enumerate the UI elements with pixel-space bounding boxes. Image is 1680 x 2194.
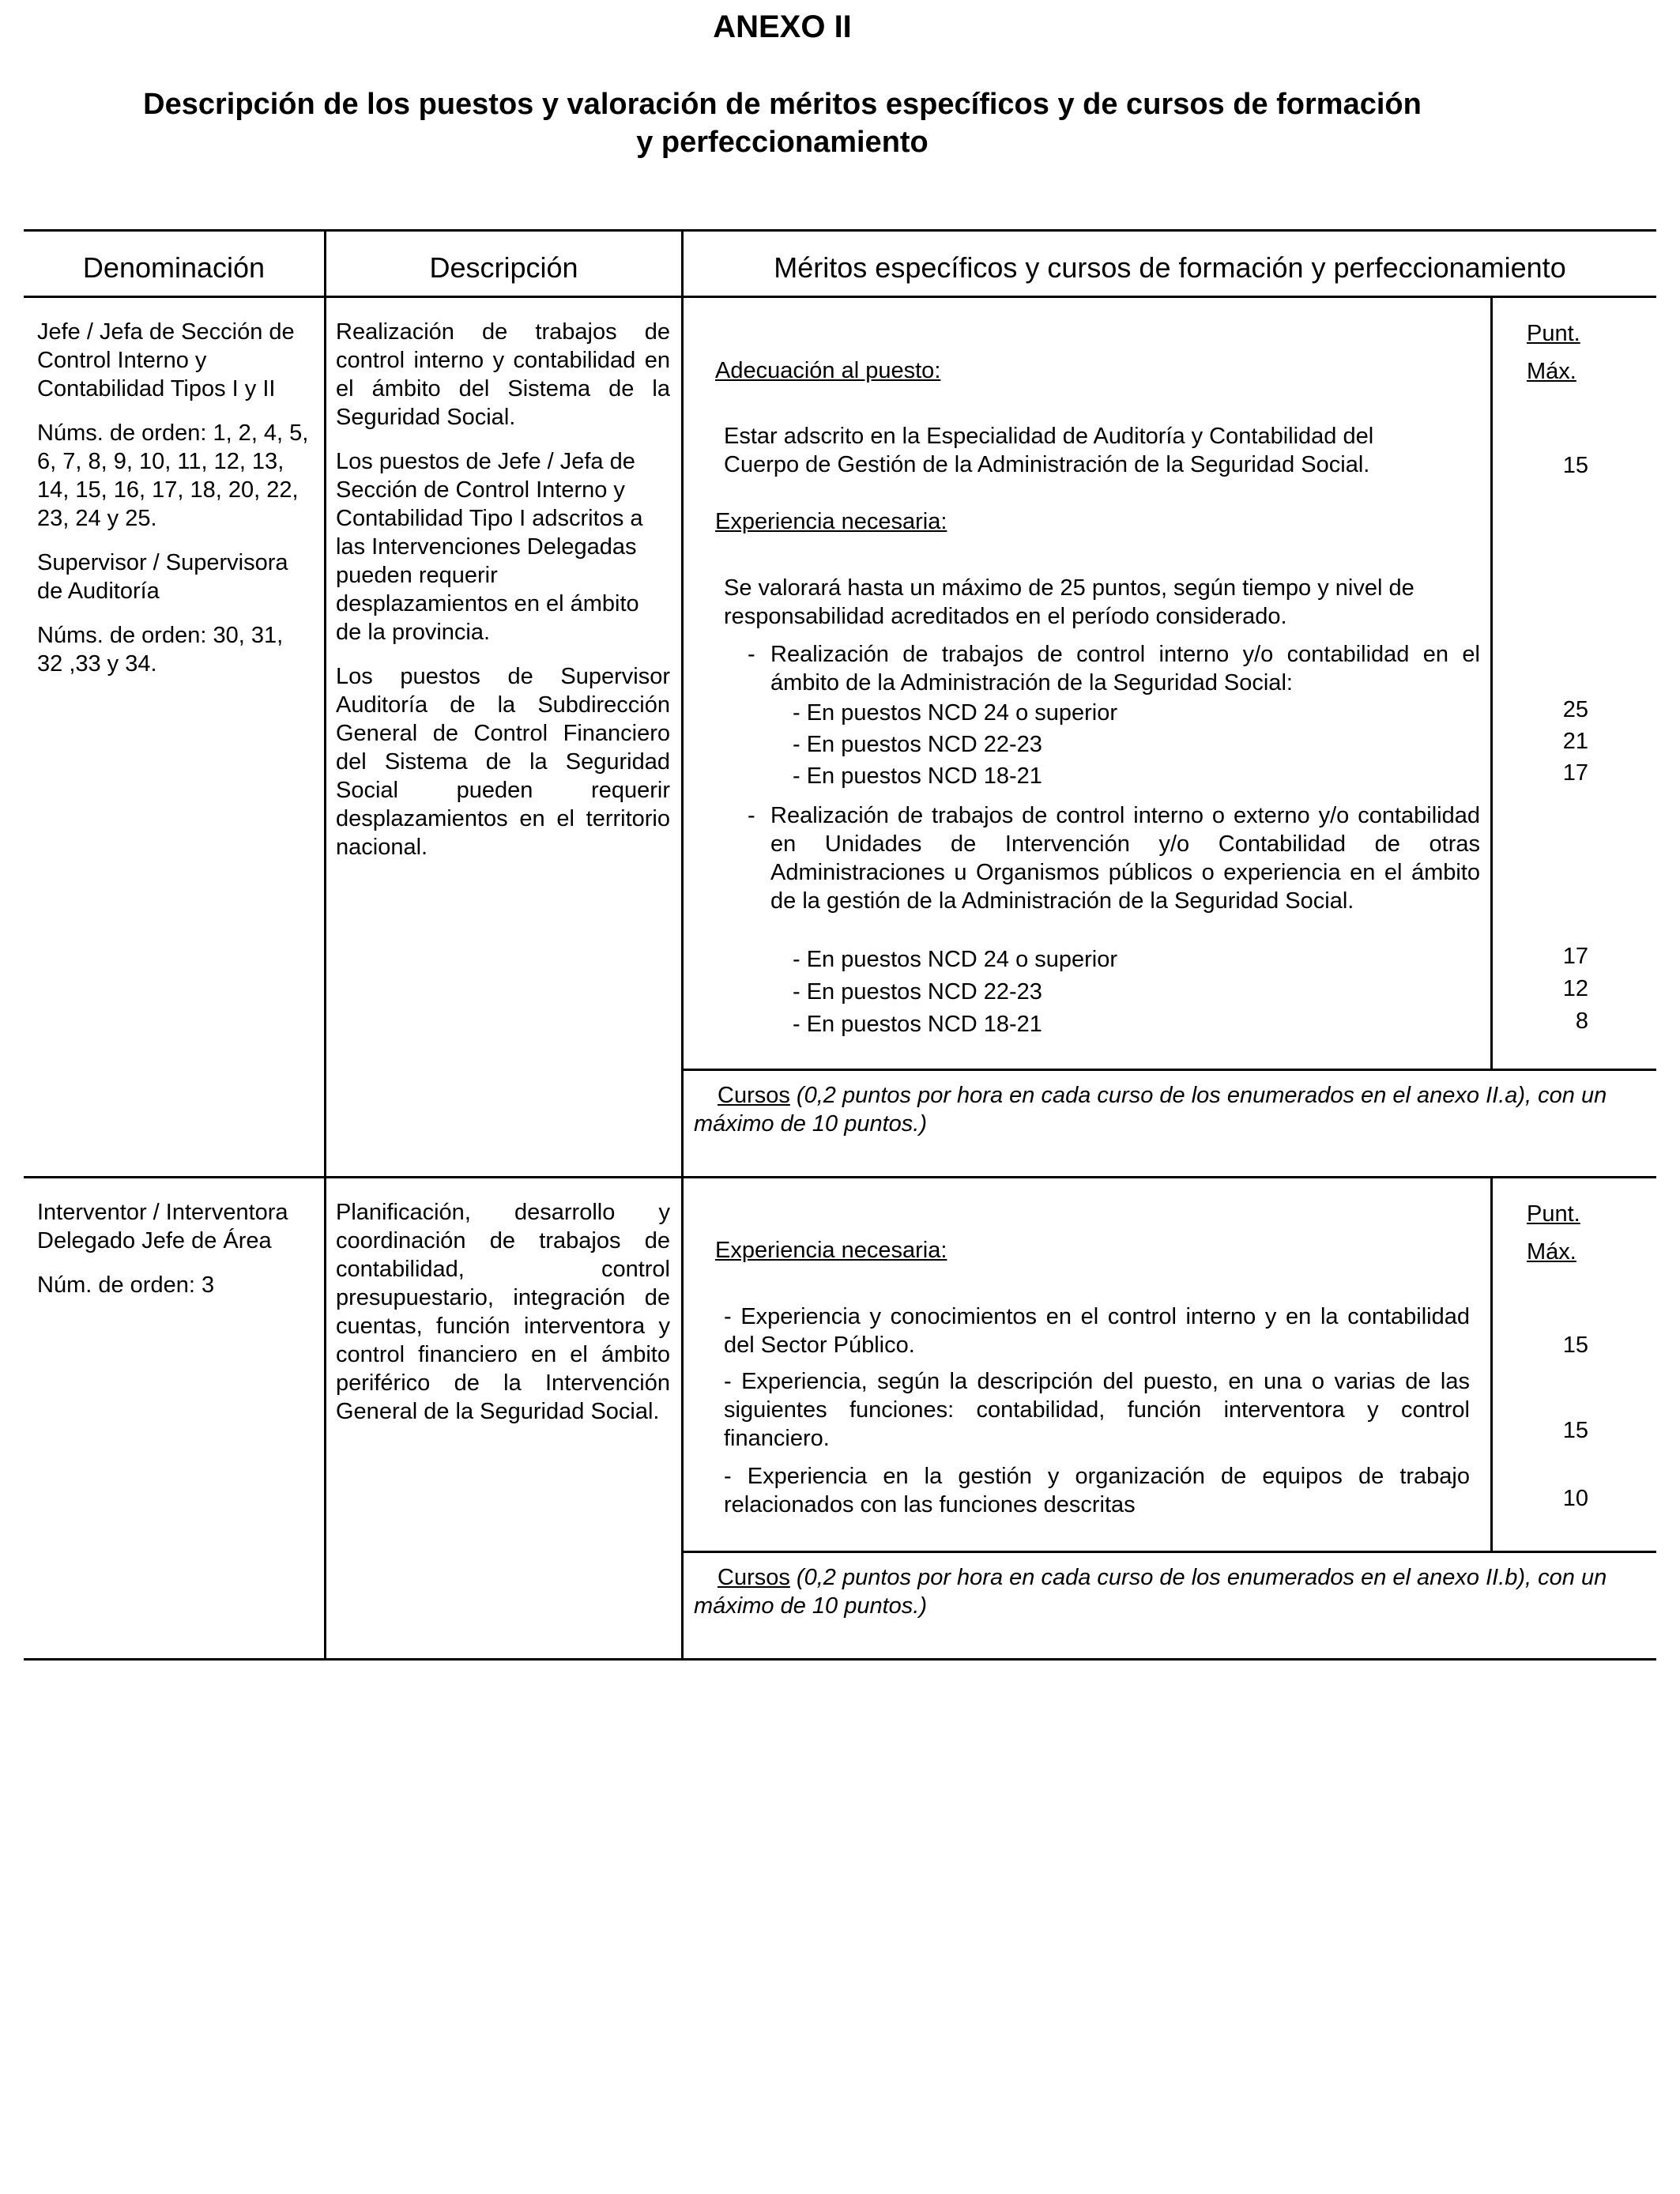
header-meritos: Méritos específicos y cursos de formación y perfeccionamiento — [774, 251, 1566, 284]
row2-cursos-label: Cursos — [718, 1565, 790, 1590]
row1-position-title: Jefe / Jefa de Sección de Control Interno y Contabilidad Tipos I y II — [37, 319, 295, 401]
row1-item1-sub3: - En puestos NCD 18-21 — [793, 763, 1042, 789]
header-descripcion: Descripción — [429, 251, 578, 284]
column-divider-1 — [324, 229, 326, 1660]
row1-punt-label: Punt. — [1527, 321, 1580, 346]
row1-adecuacion-label: Adecuación al puesto: — [715, 358, 941, 383]
row1-item2-sub1: - En puestos NCD 24 o superior — [793, 947, 1118, 972]
row1-item2-text: Realización de trabajos de control interno o externo y/o contabilidad en Unidades de Intervención y/o Contabilidad de otras Administraciones u Organismos públicos o experiencia en el ámbito de la gestión de la Administración de la Seguridad Social. — [770, 803, 1480, 914]
row1-item2-dash: - — [748, 803, 755, 828]
row2-item1-text: - Experiencia y conocimientos en el control interno y en la contabilidad del Sector Público. — [724, 1304, 1470, 1358]
row2-punt-label: Punt. — [1527, 1201, 1580, 1227]
document-subtitle — [79, 85, 1486, 161]
row2-position-title: Interventor / Interventora Delegado Jefe de Área — [37, 1200, 288, 1253]
table-bottom-rule — [24, 1658, 1656, 1661]
row1-item1-sub1: - En puestos NCD 24 o superior — [793, 700, 1118, 726]
row1-desc-p3: Los puestos de Supervisor Auditoría de la Subdirección General de Control Financiero del Sistema de la Seguridad Social pueden requerir desplazamientos en el territorio nacional. — [336, 664, 670, 860]
row1-descripcion — [336, 318, 670, 877]
row1-experiencia-intro: Se valorará hasta un máximo de 25 puntos, según tiempo y nivel de responsabilidad acreditados en el período considerado. — [724, 575, 1414, 629]
row1-item1-sub2: - En puestos NCD 22-23 — [793, 732, 1042, 757]
row1-position-title-2: Supervisor / Supervisora de Auditoría — [37, 550, 288, 604]
column-divider-2 — [681, 229, 684, 1660]
header-bottom-rule — [24, 296, 1656, 298]
subtitle-line-1: Descripción de los puestos y valoración de méritos específicos y de cursos de formación — [143, 88, 1422, 121]
row1-bottom-rule — [24, 1176, 1656, 1178]
annex-title: ANEXO II — [713, 9, 852, 44]
row1-order-numbers: Núms. de orden: 1, 2, 4, 5, 6, 7, 8, 9, 10, 11, 12, 13, 14, 15, 16, 17, 18, 20, 22, 23, 24 y 25. — [37, 420, 309, 531]
row1-item1-sub3-points: 17 — [1562, 760, 1588, 786]
row1-experiencia-label: Experiencia necesaria: — [715, 509, 947, 534]
row1-cursos — [694, 1081, 1646, 1138]
row2-points-divider — [1490, 1176, 1493, 1552]
row2-item2-text: - Experiencia, según la descripción del puesto, en una o varias de las siguientes funciones: contabilidad, función interventora y control financiero. — [724, 1369, 1470, 1451]
row1-order-numbers-2: Núms. de orden: 30, 31, 32 ,33 y 34. — [37, 623, 284, 677]
row1-item2-sub1-points: 17 — [1562, 944, 1588, 969]
row2-denominacion — [37, 1198, 310, 1315]
table-top-rule — [24, 229, 1656, 232]
row1-item1-dash: - — [748, 642, 755, 667]
row1-cursos-text: (0,2 puntos por hora en cada curso de los enumerados en el anexo II.a), con un máximo de 10 puntos.) — [694, 1083, 1607, 1137]
row1-item2-sub2: - En puestos NCD 22-23 — [793, 979, 1042, 1005]
row2-descripcion — [336, 1198, 670, 1442]
row2-item2-points: 15 — [1562, 1418, 1588, 1443]
header-denominacion: Denominación — [82, 251, 266, 284]
row1-desc-p2: Los puestos de Jefe / Jefa de Sección de Control Interno y Contabilidad Tipo I adscritos a las Intervenciones Delegadas pueden requerir desplazamientos en el ámbito de la provincia. — [336, 449, 643, 645]
row2-cursos-text: (0,2 puntos por hora en cada curso de los enumerados en el anexo II.b), con un máximo de 10 puntos.) — [694, 1565, 1607, 1619]
row1-denominacion — [37, 318, 310, 694]
subtitle-line-2: y perfeccionamiento — [636, 126, 929, 159]
row1-item2-sub2-points: 12 — [1562, 976, 1588, 1001]
row2-cursos-rule — [681, 1551, 1656, 1553]
row2-item1-points: 15 — [1562, 1333, 1588, 1358]
row2-experiencia-label: Experiencia necesaria: — [715, 1238, 947, 1263]
row1-adecuacion-text: Estar adscrito en la Especialidad de Auditoría y Contabilidad del Cuerpo de Gestión de la Administración de la Seguridad Social. — [724, 424, 1374, 477]
row1-item1-text: Realización de trabajos de control interno y/o contabilidad en el ámbito de la Administración de la Seguridad Social: — [770, 642, 1480, 696]
row2-item3-text: - Experiencia en la gestión y organización de equipos de trabajo relacionados con las funciones descritas — [724, 1464, 1470, 1517]
row1-item1-sub1-points: 25 — [1562, 697, 1588, 722]
row1-cursos-rule — [681, 1069, 1656, 1071]
row1-item1-sub2-points: 21 — [1562, 729, 1588, 754]
row2-max-label: Máx. — [1527, 1239, 1576, 1265]
row1-max-label: Máx. — [1527, 359, 1576, 384]
row1-desc-p1: Realización de trabajos de control interno y contabilidad en el ámbito del Sistema de la Seguridad Social. — [336, 319, 670, 430]
row2-desc-p1: Planificación, desarrollo y coordinación de trabajos de contabilidad, control presupuestario, integración de cuentas, función interventora y control financiero en el ámbito periférico de la Intervención General de la Seguridad Social. — [336, 1200, 670, 1424]
row2-item3-points: 10 — [1562, 1486, 1588, 1511]
row2-order-numbers: Núm. de orden: 3 — [37, 1272, 215, 1298]
row1-adecuacion-points: 15 — [1562, 453, 1588, 478]
row2-cursos — [694, 1563, 1646, 1620]
row1-item2-sub3-points: 8 — [1575, 1008, 1588, 1034]
row1-item2-sub3: - En puestos NCD 18-21 — [793, 1012, 1042, 1037]
row1-cursos-label: Cursos — [718, 1083, 790, 1108]
row1-points-divider — [1490, 296, 1493, 1070]
